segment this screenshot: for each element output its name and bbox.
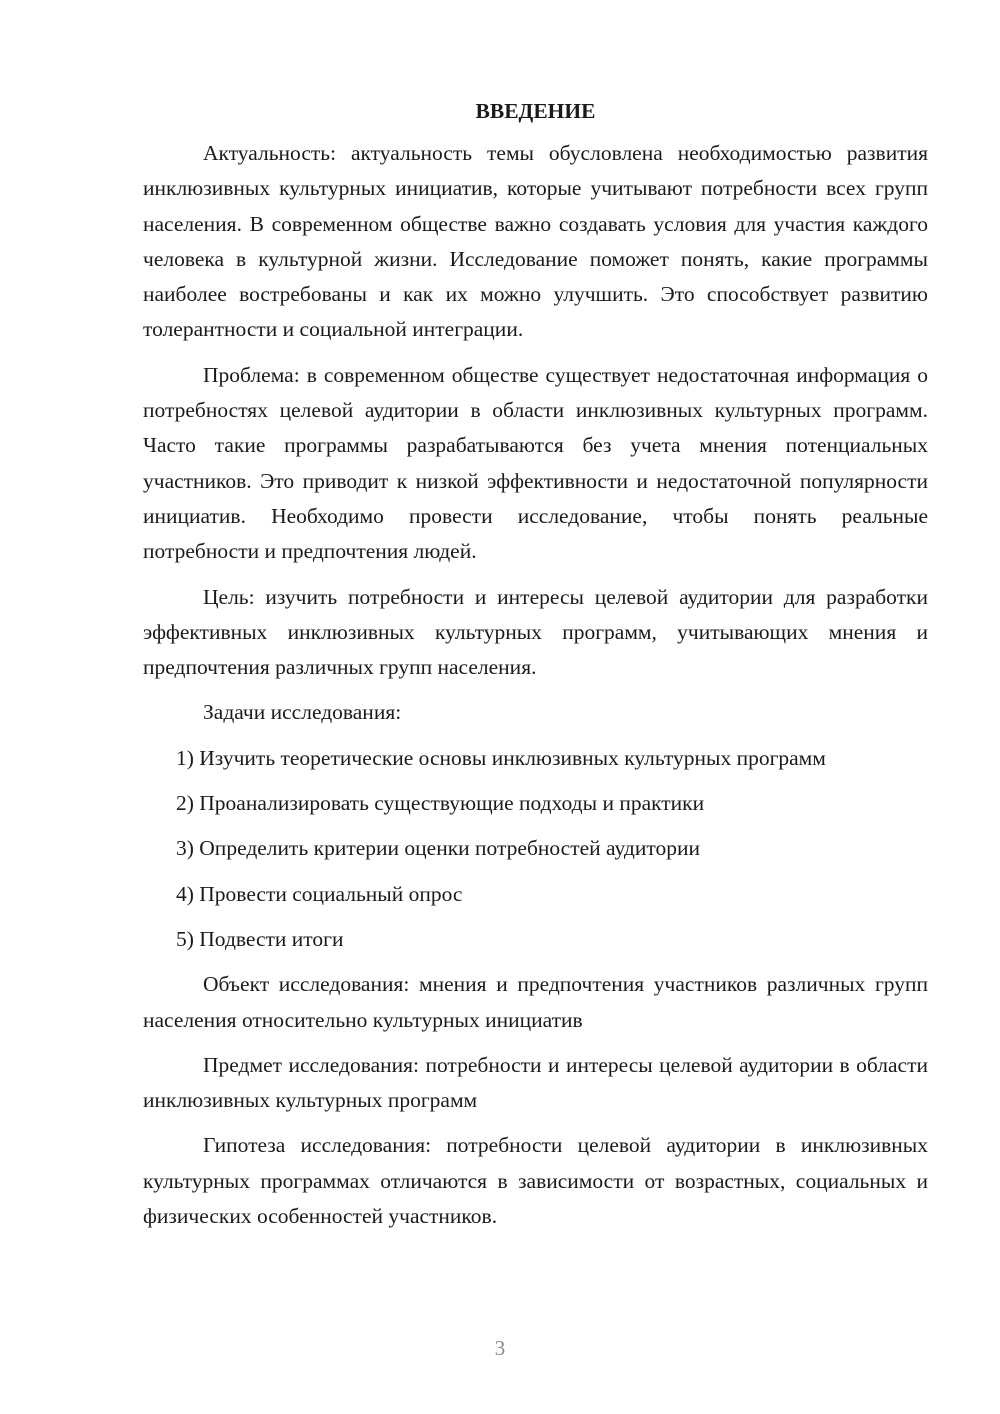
page-number: 3 [494,1336,506,1360]
page-title: ВВЕДЕНИЕ [475,99,596,123]
task-item: 3) Определить критерии оценки потребностей аудитории [176,836,700,861]
relevance-paragraph: Актуальность: актуальность темы обусловлена необходимостью развития инклюзивных культурных инициатив, которые учитывают потребности всех групп населения. В современном обществе важно создавать условия для участия каждого человека в культурной жизни. Исследование поможет понять, какие программы наиболее востребованы и как их можно улучшить. Это способствует развитию толерантности и социальной интеграции. [143,141,928,342]
problem-paragraph: Проблема: в современном обществе существует недостаточная информация о потребностях целевой аудитории в области инклюзивных культурных программ. Часто такие программы разрабатываются без учета мнения потенциальных участников. Это приводит к низкой эффективности и недостаточной популярности инициатив. Необходимо провести исследование, чтобы понять реальные потребности и предпочтения людей. [143,362,928,564]
subject-paragraph: Предмет исследования: потребности и интересы целевой аудитории в области инклюзивных культурных программ [143,1052,928,1113]
goal-paragraph: Цель: изучить потребности и интересы целевой аудитории для разработки эффективных инклюзивных культурных программ, учитывающих мнения и предпочтения различных групп населения. [143,584,928,680]
hypothesis-paragraph: Гипотеза исследования: потребности целевой аудитории в инклюзивных культурных программах отличаются в зависимости от возрастных, социальных и физических особенностей участников. [143,1133,928,1229]
task-item: 1) Изучить теоретические основы инклюзивных культурных программ [176,745,826,770]
task-item: 5) Подвести итоги [176,926,344,951]
task-item: 2) Проанализировать существующие подходы и практики [176,791,705,816]
task-item: 4) Провести социальный опрос [176,881,463,906]
page-content [143,96,928,1244]
object-paragraph: Объект исследования: мнения и предпочтения участников различных групп населения относительно культурных инициатив [143,972,928,1032]
tasks-list [143,741,928,957]
tasks-heading: Задачи исследования: [203,700,402,725]
